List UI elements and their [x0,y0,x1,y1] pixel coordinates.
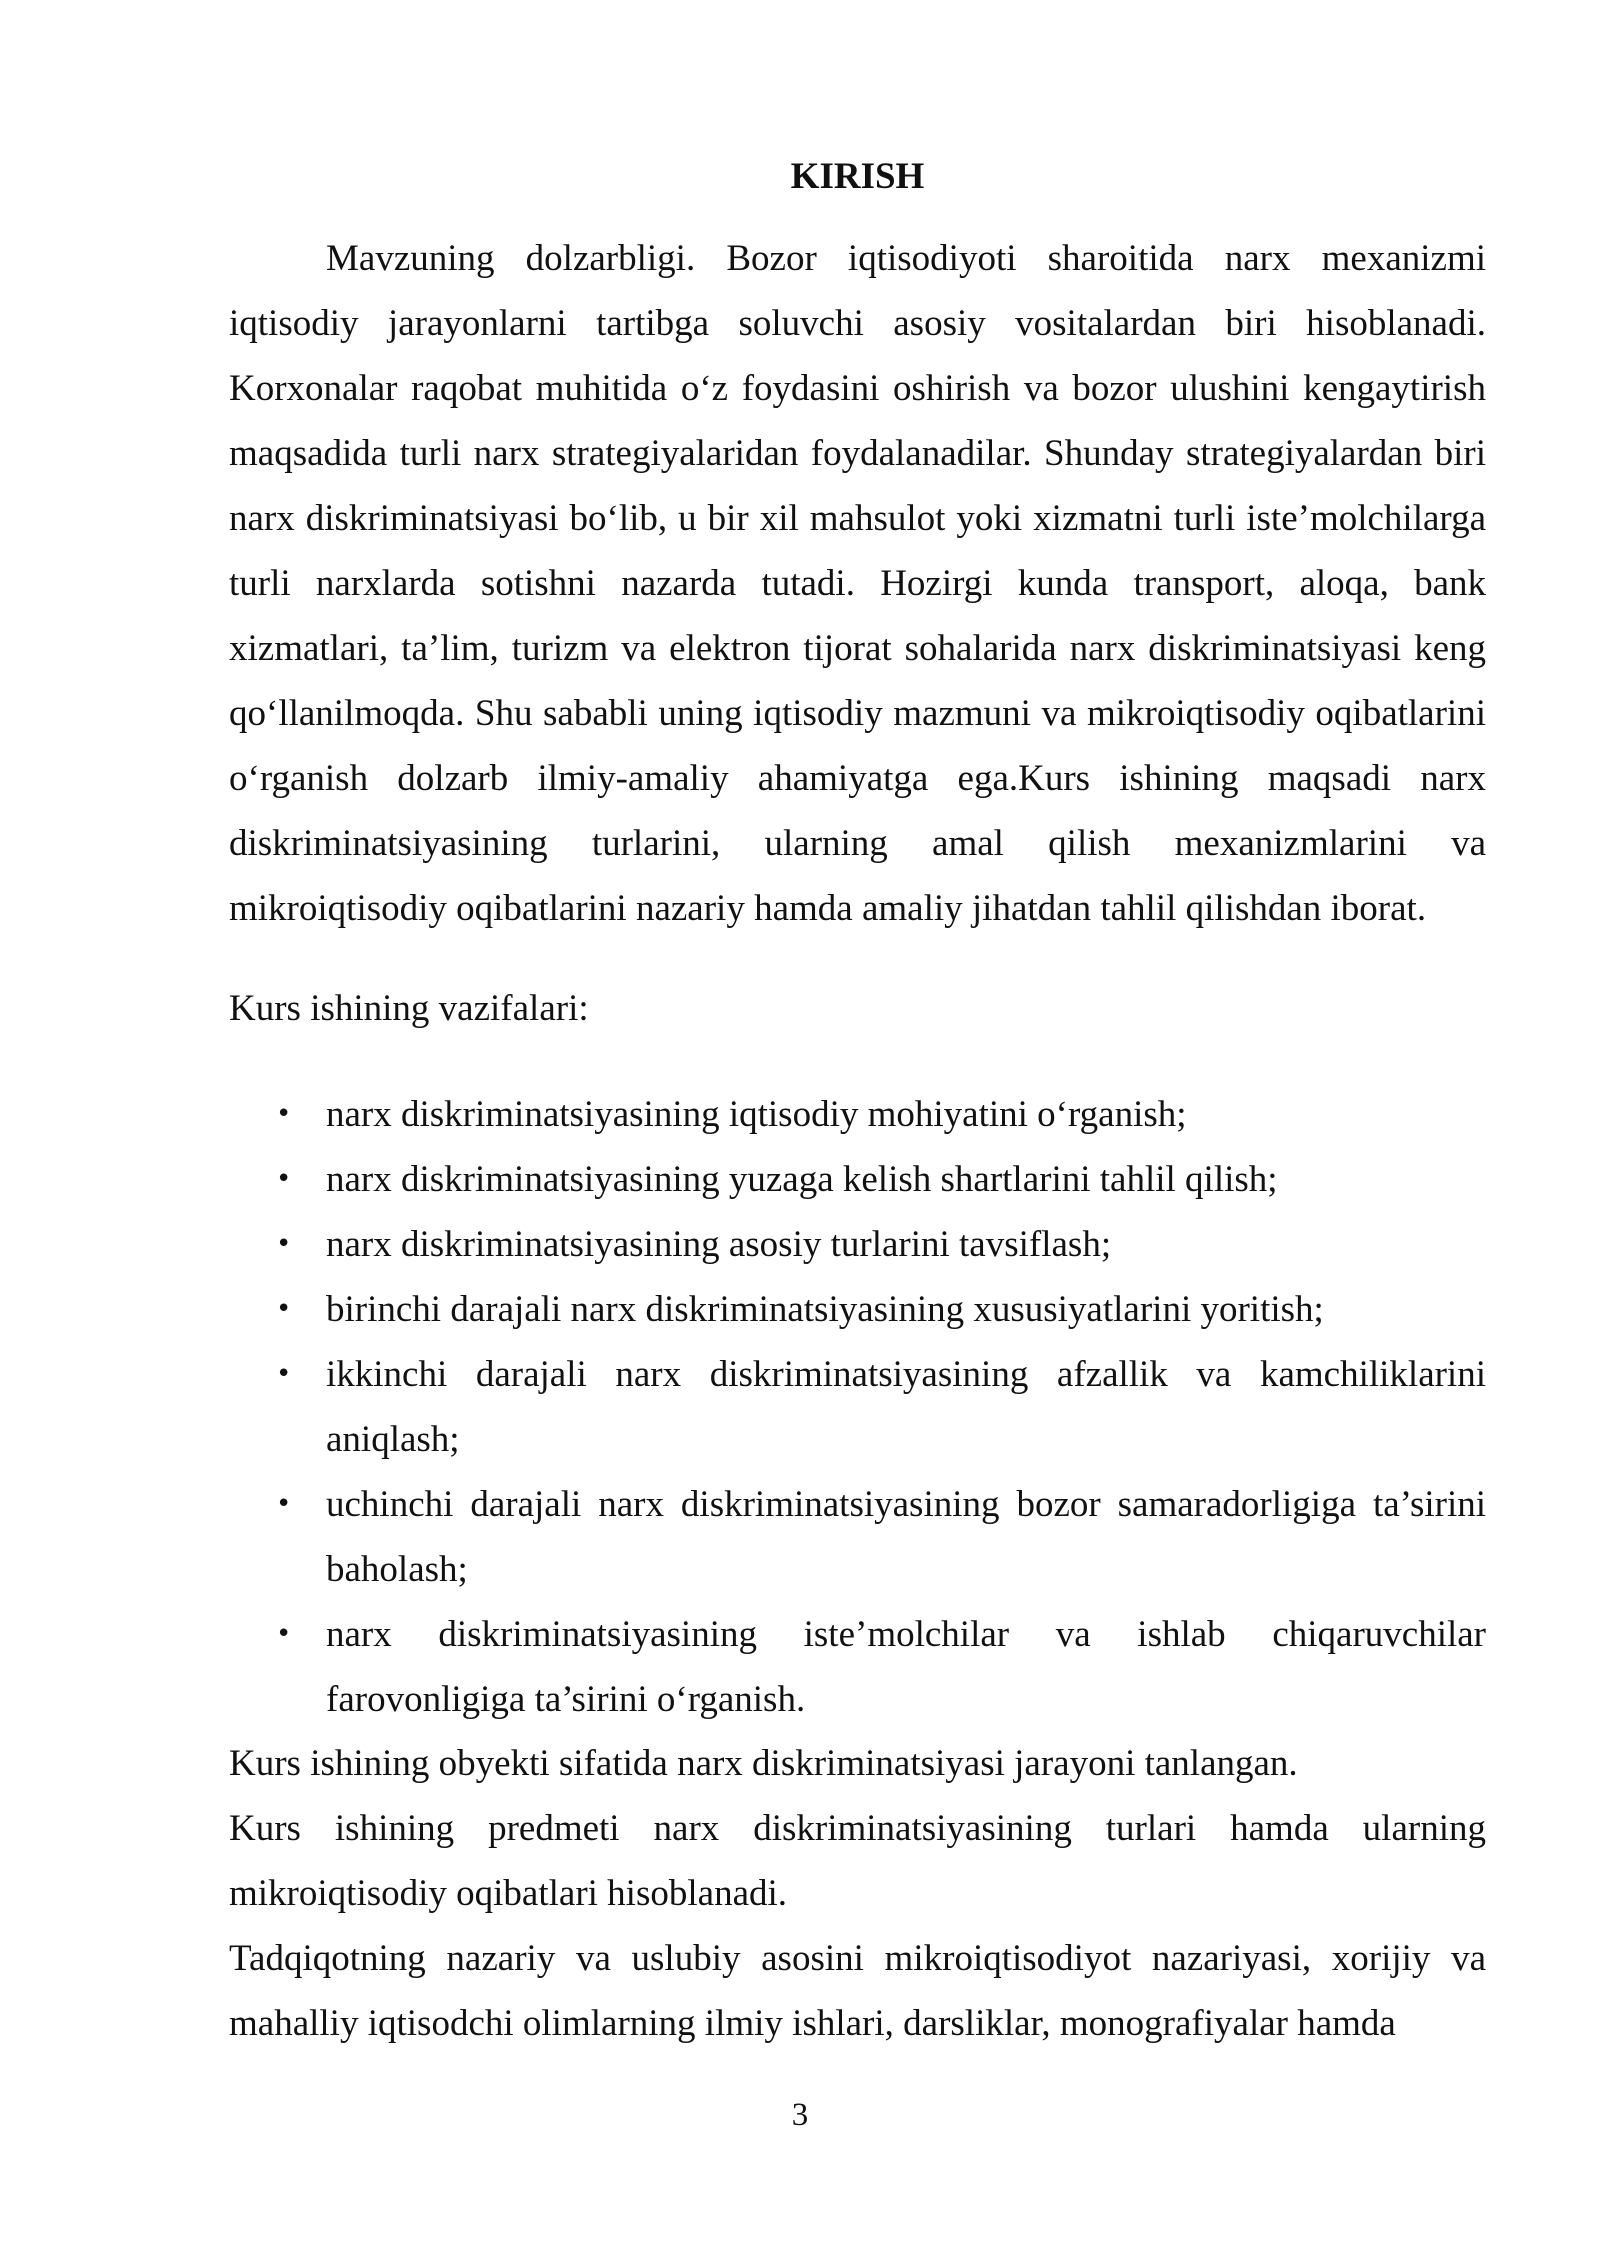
task-list-item [229,1342,1486,1472]
page-number: 3 [791,2097,809,2133]
task-list [229,1082,1486,1732]
bullet-icon: • [276,1099,292,1129]
bullet-icon: • [276,1164,292,1194]
intro-paragraph: Mavzuning dolzarbligi. Bozor iqtisodiyoti sharoitida narx mexanizmi iqtisodiy jarayonlarni tartibga soluvchi asosiy vositalardan biri hisoblanadi. Korxonalar raqobat muhitida o‘z foydasini oshirish va bozor ulushini kengaytirish maqsadida turli narx strategiyalaridan foydalanadilar. Shunday strategiyalardan biri narx diskriminatsiyasi bo‘lib, u bir xil mahsulot yoki xizmatni turli iste’molchilarga turli narxlarda sotishni nazarda tutadi. Hozirgi kunda transport, aloqa, bank xizmatlari, ta’lim, turizm va elektron tijorat sohalarida narx diskriminatsiyasi keng qo‘llanilmoqda. Shu sababli uning iqtisodiy mazmuni va mikroiqtisodiy oqibatlarini o‘rganish dolzarb ilmiy-amaliy ahamiyatga ega.Kurs ishining maqsadi narx diskriminatsiyasining turlarini, ularning amal qilish mexanizmlarini va mikroiqtisodiy oqibatlarini nazariy hamda amaliy jihatdan tahlil qilishdan iborat. [229,238,1486,929]
task-list-item [229,1212,1486,1277]
tasks-heading: Kurs ishining vazifalari: [229,988,589,1029]
task-text: narx diskriminatsiyasining yuzaga kelish shartlarini tahlil qilish; [326,1159,1278,1200]
section-title: KIRISH [790,156,925,197]
task-list-item [229,1602,1486,1732]
bullet-icon: • [276,1619,292,1649]
bullet-icon: • [276,1489,292,1519]
task-text: narx diskriminatsiyasining iqtisodiy mohiyatini o‘rganish; [326,1094,1187,1135]
task-text: narx diskriminatsiyasining iste’molchilar va ishlab chiqaruvchilar farovonligiga ta’sirini o‘rganish. [326,1614,1486,1720]
task-text: birinchi darajali narx diskriminatsiyasining xususiyatlarini yoritish; [326,1289,1324,1330]
bullet-icon: • [276,1229,292,1259]
method-paragraph: Tadqiqotning nazariy va uslubiy asosini mikroiqtisodiyot nazariyasi, xorijiy va mahalliy iqtisodchi olimlarning ilmiy ishlari, darsliklar, monografiyalar hamda [229,1938,1486,2044]
task-list-item [229,1277,1486,1342]
bullet-icon: • [276,1359,292,1389]
task-text: uchinchi darajali narx diskriminatsiyasining bozor samaradorligiga ta’sirini baholash; [326,1484,1486,1590]
task-list-item [229,1472,1486,1602]
task-list-item [229,1082,1486,1147]
bullet-icon: • [276,1294,292,1324]
subject-paragraph: Kurs ishining predmeti narx diskriminatsiyasining turlari hamda ularning mikroiqtisodiy oqibatlari hisoblanadi. [229,1808,1486,1914]
task-text: narx diskriminatsiyasining asosiy turlarini tavsiflash; [326,1224,1112,1265]
object-paragraph: Kurs ishining obyekti sifatida narx diskriminatsiyasi jarayoni tanlangan. [229,1743,1298,1784]
task-text: ikkinchi darajali narx diskriminatsiyasining afzallik va kamchiliklarini aniqlash; [326,1354,1486,1460]
closing-paragraphs [229,1731,1486,2056]
task-list-item [229,1147,1486,1212]
